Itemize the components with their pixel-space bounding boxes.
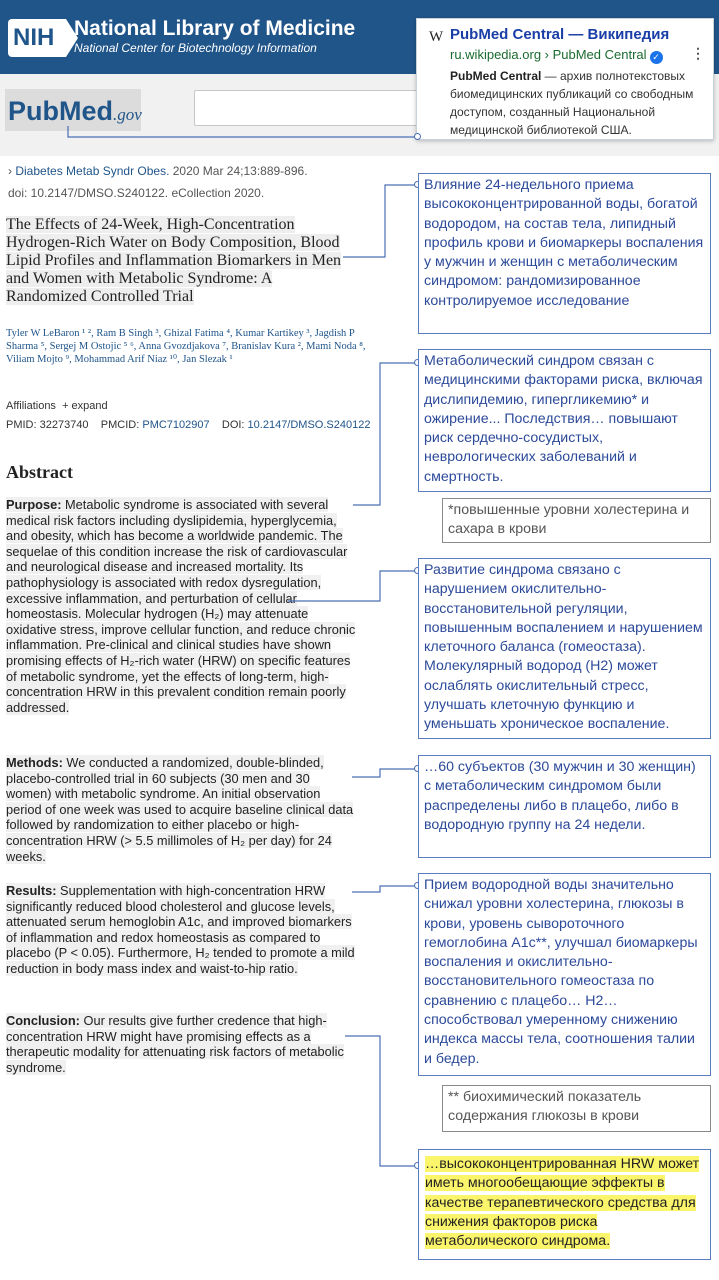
methods-label: Methods:: [6, 755, 63, 770]
wikipedia-desc-rest: — архив полнотекстовых биомедицинских публикаций со свободным доступом, созданный Национальной медицинской библиотекой США.: [450, 69, 694, 137]
nih-title[interactable]: National Library of Medicine: [74, 17, 356, 40]
conclusion-label: Conclusion:: [6, 1013, 80, 1028]
verified-check-icon: ✓: [650, 51, 663, 64]
annotation-purpose-ru: Метаболический синдром связан с медицинскими факторами риска, включая дислипидемию, гипергликемию* и ожирение... Последствия… повышают риск сердечно-сосудистых, неврологических заболеваний и смертность.: [418, 349, 711, 492]
connector-dot-wiki: [414, 133, 421, 140]
search-input[interactable]: [194, 90, 454, 126]
abstract-results: [6, 883, 358, 977]
wikipedia-result-title[interactable]: PubMed Central — Википедия: [450, 26, 670, 43]
wikipedia-result-description: [450, 67, 708, 139]
doi-line: doi: 10.2147/DMSO.S240122. eCollection 2020.: [8, 186, 265, 200]
purpose-label: Purpose:: [6, 497, 62, 512]
nih-subtitle: National Center for Biotechnology Information: [74, 41, 317, 55]
citation-date: 2020 Mar 24;13:889-896.: [169, 164, 308, 178]
nih-logo[interactable]: NIH: [8, 19, 66, 57]
abstract-methods: [6, 755, 358, 864]
connector-methods: [352, 769, 418, 777]
doi-label: DOI:: [221, 419, 248, 431]
pubmed-logo-word: PubMed: [8, 96, 113, 126]
wikipedia-icon: W: [429, 29, 444, 45]
connector-purpose: [353, 363, 418, 505]
annotation-pathophys-ru: Развитие синдрома связано с нарушением окислительно-восстановительной регуляции, повышенным воспалением и нарушением клеточного баланса (гомеостаза). Молекулярный водород (H2) может ослаблять окислительный стресс, улучшать клеточную функцию и уменьшать хроническое воспаление.: [418, 558, 711, 739]
annotation-conclusion-highlight: …высококонцентрированная HRW может иметь многообещающие эффекты в качестве терапевтического средства для снижения факторов риска метаболического синдрома.: [425, 1156, 700, 1250]
methods-text: We conducted a randomized, double-blinded, placebo-controlled trial in 60 subjects (30 men and 30 women) with metabolic syndrome. An initial observation period of one week was used to acquire baseline clinical data followed by randomization to either placebo or high-concentration HRW (> 5.5 millimoles of H₂ per day) for 24 weeks.: [6, 755, 354, 864]
annotation-conclusion-ru: [425, 1155, 710, 1251]
journal-link[interactable]: Diabetes Metab Syndr Obes.: [15, 164, 170, 178]
identifiers-row: [6, 419, 370, 431]
affiliations-row: [6, 400, 108, 412]
citation-line: [8, 164, 308, 178]
pmcid-link[interactable]: PMC7102907: [142, 419, 210, 431]
abstract-heading: Abstract: [6, 462, 73, 482]
article-title-text: The Effects of 24-Week, High-Concentration Hydrogen-Rich Water on Body Composition, Blood Lipid Profiles and Inflammation Biomarkers in Men and Women with Metabolic Syndrome: A Randomized Controlled Trial: [6, 216, 342, 305]
wikipedia-search-result-card[interactable]: [416, 18, 714, 140]
conclusion-text: Our results give further credence that high-concentration HRW might have promising effects as a therapeutic modality for attenuating risk factors of metabolic syndrome.: [6, 1013, 344, 1075]
results-label: Results:: [6, 883, 57, 898]
wikipedia-result-url[interactable]: [450, 47, 663, 64]
annotation-title-ru: Влияние 24-недельного приема высококонцентрированной воды, богатой водородом, на состав тела, липидный профиль крови и биомаркеры воспаления у мужчин и женщин с метаболическим синдромом: рандомизированное контролируемое исследование: [418, 173, 711, 334]
footnote-1: *повышенные уровни холестерина и сахара в крови: [442, 498, 711, 543]
connector-results: [352, 886, 418, 892]
footnote-2: ** биохимический показатель содержания глюкозы в крови: [442, 1085, 711, 1132]
author-list[interactable]: Tyler W LeBaron ¹ ², Ram B Singh ³, Ghizal Fatima ⁴, Kumar Kartikey ³, Jagdish P Sharma ⁵, Sergej M Ostojic ⁵ ⁶, Anna Gvozdjakova ⁷, Branislav Kura ², Mami Noda ⁸, Viliam Mojto ⁹, Mohammad Arif Niaz ¹⁰, Jan Slezak ¹: [6, 328, 366, 365]
abstract-conclusion-text: [6, 1013, 344, 1075]
chevron-right-icon: ›: [8, 164, 12, 178]
affiliations-label: Affiliations: [6, 400, 56, 412]
expand-affiliations-button[interactable]: + expand: [62, 400, 108, 412]
article-title: [6, 216, 356, 306]
wikipedia-url-text: ru.wikipedia.org › PubMed Central: [450, 47, 647, 62]
abstract-purpose-text: [6, 497, 355, 715]
pubmed-logo[interactable]: [8, 96, 142, 127]
annotation-results-ru: Прием водородной воды значительно снижал уровни холестерина, глюкозы в крови, уровень сывороточного гемоглобина A1c**, улучшал биомаркеры воспаления и окислительно-восстановительного гомеостаза по сравнению с плацебо… H2…способствовал умеренному снижению индекса массы тела, соотношения талии и бедер.: [418, 873, 711, 1076]
abstract-methods-text: [6, 755, 353, 864]
annotation-methods-ru: …60 субъектов (30 мужчин и 30 женщин) с метаболическим синдромом были распределены либо в плацебо, либо в водородную группу на 24 недели.: [418, 755, 711, 858]
abstract-results-text: [6, 883, 355, 976]
wikipedia-desc-bold: PubMed Central: [450, 69, 542, 83]
doi-link[interactable]: 10.2147/DMSO.S240122: [247, 419, 371, 431]
more-options-icon[interactable]: ⋮: [691, 45, 705, 61]
results-text: Supplementation with high-concentration HRW significantly reduced blood cholesterol and glucose levels, attenuated serum hemoglobin A1c, and improved biomarkers of inflammation and redox homeostasis as compared to placebo (P < 0.05). Furthermore, H₂ tended to promote a mild reduction in body mass index and waist-to-hip ratio.: [6, 883, 355, 976]
pmid: PMID: 32273740: [6, 419, 89, 431]
pmcid-label: PMCID:: [100, 419, 143, 431]
abstract-conclusion: [6, 1013, 358, 1075]
pubmed-logo-suffix: .gov: [113, 105, 142, 124]
purpose-text: Metabolic syndrome is associated with several medical risk factors including dyslipidemia, hyperglycemia, and obesity, which has become a worldwide pandemic. The sequelae of this condition increase the risk of cardiovascular and neurological disease and increased mortality. Its pathophysiology is associated with redox dysregulation, excessive inflammation, and perturbation of cellular homeostasis. Molecular hydrogen (H₂) may attenuate oxidative stress, improve cellular function, and reduce chronic inflammation. Pre-clinical and clinical studies have shown promising effects of H₂-rich water (HRW) on specific features of metabolic syndrome, yet the effects of long-term, high-concentration HRW in this prevalent condition remain poorly addressed.: [6, 497, 356, 715]
abstract-purpose: [6, 497, 358, 715]
